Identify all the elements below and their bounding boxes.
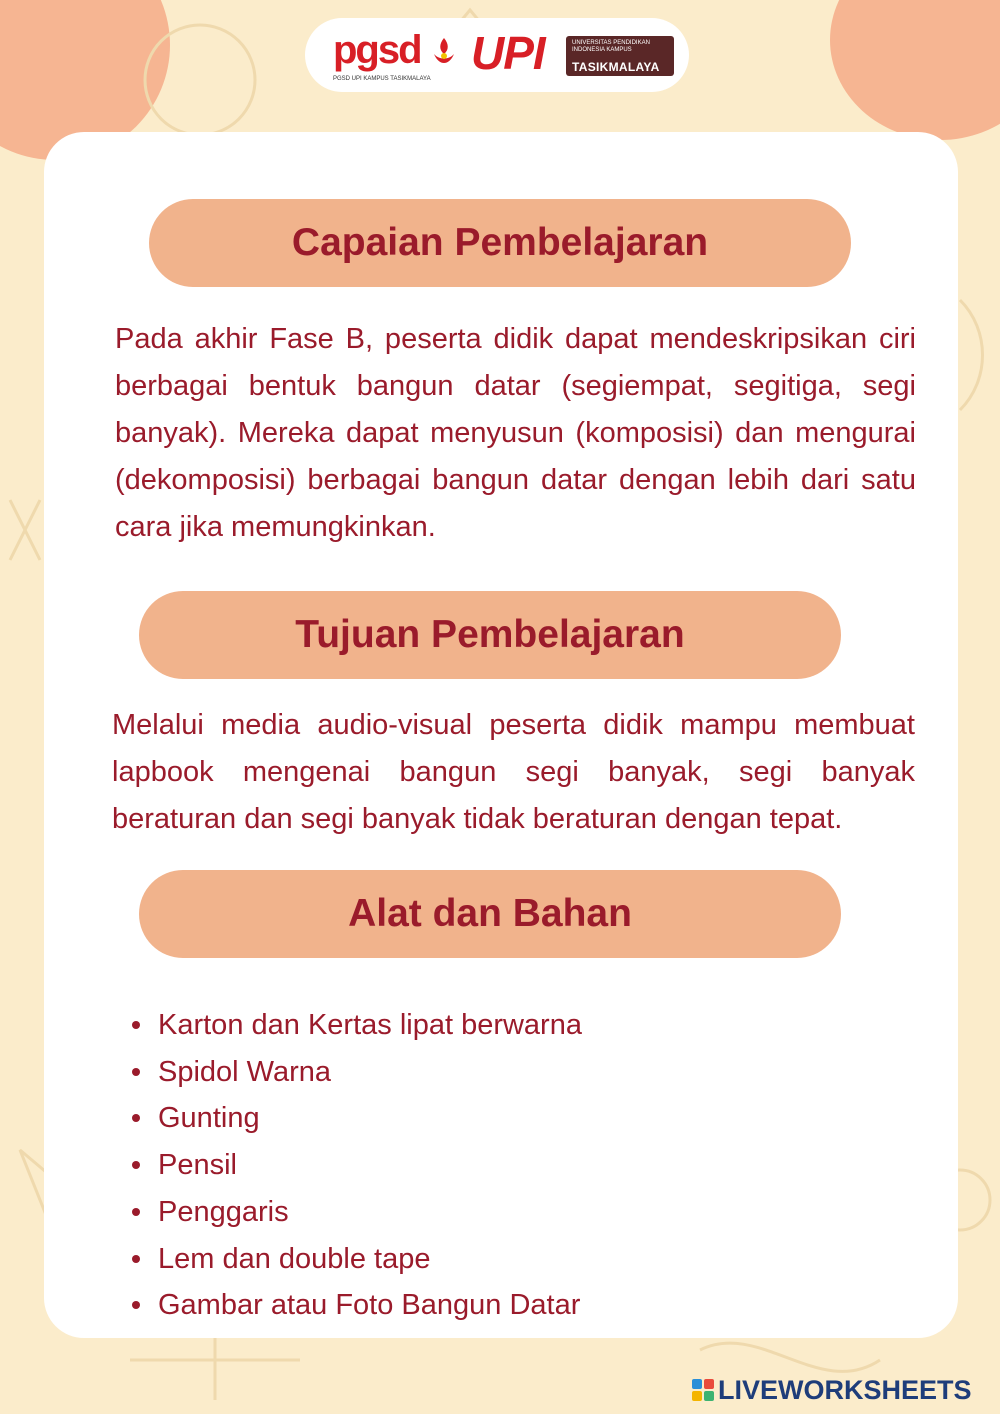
capaian-heading — [149, 199, 851, 287]
list-item-label: Spidol Warna — [158, 1055, 332, 1088]
list-item-label: Pensil — [158, 1149, 237, 1182]
list-item-label: Penggaris — [158, 1195, 289, 1228]
list-item — [130, 1189, 582, 1236]
bullet-icon — [132, 1021, 140, 1029]
bullet-icon — [132, 1114, 140, 1122]
alat-heading — [139, 870, 841, 958]
upi-logo: UPI — [471, 27, 545, 79]
logo-header — [305, 18, 689, 92]
liveworksheets-logo-icon — [692, 1379, 714, 1401]
bullet-icon — [132, 1208, 140, 1216]
list-item-label: Karton dan Kertas lipat berwarna — [158, 1009, 582, 1041]
list-item-label: Gambar atau Foto Bangun Datar — [158, 1289, 581, 1322]
list-item-label: Lem dan double tape — [158, 1242, 431, 1275]
tujuan-heading — [139, 591, 841, 679]
capaian-title: Capaian Pembelajaran — [291, 221, 709, 264]
content-card — [44, 132, 958, 1338]
list-item — [130, 1282, 582, 1329]
alat-title: Alat dan Bahan — [348, 892, 632, 935]
tujuan-body: Melalui media audio-visual peserta didik mampu membuat lapbook mengenai bangun segi banyak, segi banyak beraturan dan segi banyak tidak beraturan dengan tepat. — [112, 709, 915, 835]
watermark-text: LIVEWORKSHEETS — [718, 1374, 972, 1405]
bullet-icon — [132, 1255, 140, 1263]
capaian-body: Pada akhir Fase B, peserta didik dapat mendeskripsikan ciri berbagai bentuk bangun datar (segiempat, segitiga, segi banyak). Mereka dapat menyusun (komposisi) dan mengurai (dekomposisi) berbagai bangun datar dengan lebih dari satu cara jika memungkinkan. — [115, 323, 916, 543]
campus-name: TASIKMALAYA — [572, 60, 660, 74]
list-item — [130, 1236, 582, 1283]
tujuan-title: Tujuan Pembelajaran — [295, 613, 685, 656]
list-item — [130, 1095, 582, 1142]
list-item — [130, 1049, 582, 1096]
liveworksheets-watermark[interactable] — [692, 1375, 972, 1405]
alat-list — [130, 1002, 582, 1329]
campus-logo-box — [566, 36, 674, 76]
corner-blob-right — [830, 0, 1000, 140]
university-name: UNIVERSITAS PENDIDIKAN INDONESIA KAMPUS — [572, 40, 650, 53]
pgsd-logo: pgsd — [333, 28, 421, 72]
pgsd-logo-subtitle: PGSD UPI KAMPUS TASIKMALAYA — [333, 76, 431, 82]
bullet-icon — [132, 1161, 140, 1169]
list-item — [130, 1002, 582, 1049]
list-item — [130, 1142, 582, 1189]
bullet-icon — [132, 1068, 140, 1076]
bullet-icon — [132, 1301, 140, 1309]
list-item-label: Gunting — [158, 1102, 260, 1135]
upi-emblem-icon — [433, 36, 455, 70]
